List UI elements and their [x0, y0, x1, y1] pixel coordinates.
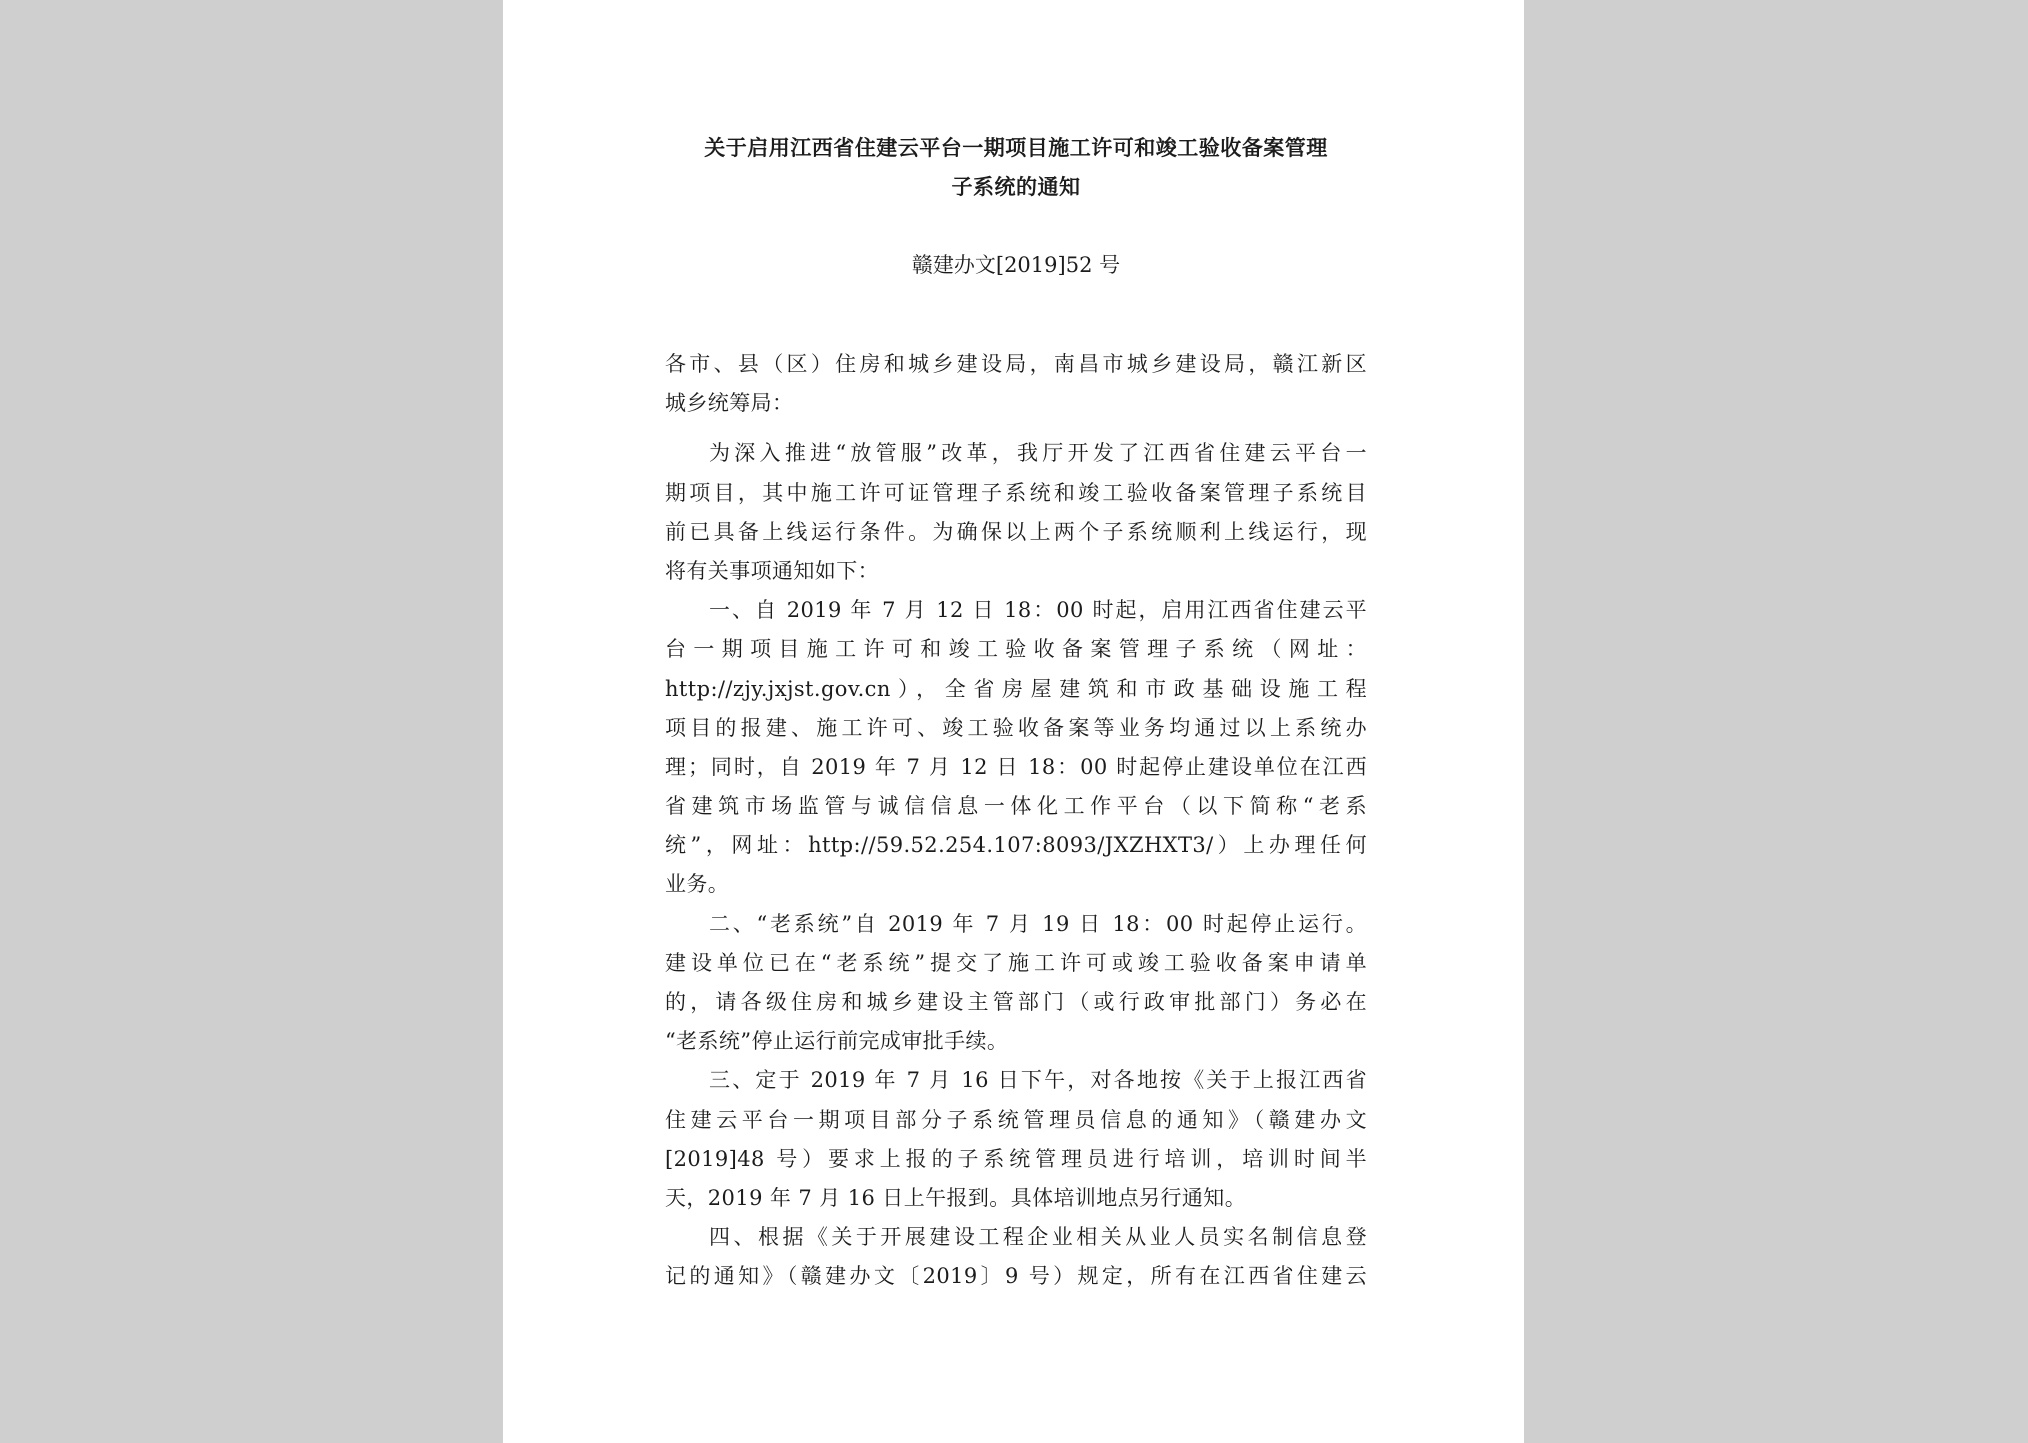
title-line-1: 关于启用江西省住建云平台一期项目施工许可和竣工验收备案管理	[704, 136, 1328, 160]
item2-line: 的，请各级住房和城乡建设主管部门（或行政审批部门）务必在	[665, 990, 1367, 1014]
item1-line: 业务。	[665, 872, 730, 897]
salutation-line: 城乡统筹局：	[665, 391, 794, 416]
item3-line: 天，2019 年 7 月 16 日上午报到。具体培训地点另行通知。	[665, 1185, 1247, 1210]
item2-line: 建设单位已在“老系统”提交了施工许可或竣工验收备案申请单	[665, 950, 1367, 975]
item1-line: 理；同时，自 2019 年 7 月 12 日 18：00 时起停止建设单位在江西	[665, 754, 1367, 779]
salutation-line: 各市、县（区）住房和城乡建设局，南昌市城乡建设局，赣江新区	[665, 352, 1367, 376]
intro-line: 将有关事项通知如下：	[665, 558, 879, 583]
paragraph-gap	[665, 423, 1367, 434]
document-number: 赣建办文[2019]52 号	[911, 253, 1121, 277]
item1-line: http://zjy.jxjst.gov.cn），全省房屋建筑和市政基础设施工程	[665, 676, 1367, 701]
title-line-2: 子系统的通知	[951, 175, 1081, 200]
item3-line: 三、定于 2019 年 7 月 16 日下午，对各地按《关于上报江西省	[709, 1068, 1367, 1093]
intro-line: 前已具备上线运行条件。为确保以上两个子系统顺利上线运行，现	[665, 519, 1367, 544]
item1-line: 台一期项目施工许可和竣工验收备案管理子系统（网址：	[665, 637, 1367, 662]
item3-line: [2019]48 号）要求上报的子系统管理员进行培训，培训时间半	[665, 1146, 1367, 1171]
document-title	[665, 128, 1367, 206]
intro-line: 为深入推进“放管服”改革，我厅开发了江西省住建云平台一	[709, 441, 1367, 466]
intro-line: 期项目，其中施工许可证管理子系统和竣工验收备案管理子系统目	[665, 480, 1367, 505]
item3-line: 住建云平台一期项目部分子系统管理员信息的通知》（赣建办文	[665, 1107, 1367, 1132]
item1-line: 一、自 2019 年 7 月 12 日 18：00 时起，启用江西省住建云平	[709, 598, 1367, 623]
item1-line: 省建筑市场监管与诚信信息一体化工作平台（以下简称“老系	[665, 794, 1367, 819]
item2-line: “老系统”停止运行前完成审批手续。	[665, 1029, 1009, 1054]
item4-line: 四、根据《关于开展建设工程企业相关从业人员实名制信息登	[709, 1225, 1367, 1250]
item4-line: 记的通知》（赣建办文〔2019〕9 号）规定，所有在江西省住建云	[665, 1264, 1367, 1289]
document-body	[665, 345, 1367, 1297]
item1-line: 项目的报建、施工许可、竣工验收备案等业务均通过以上系统办	[665, 715, 1367, 740]
item2-line: 二、“老系统”自 2019 年 7 月 19 日 18：00 时起停止运行。	[709, 911, 1367, 936]
item1-line: 统”，网址：http://59.52.254.107:8093/JXZHXT3/）上办理任何	[665, 833, 1367, 858]
document-page	[503, 0, 1524, 1443]
